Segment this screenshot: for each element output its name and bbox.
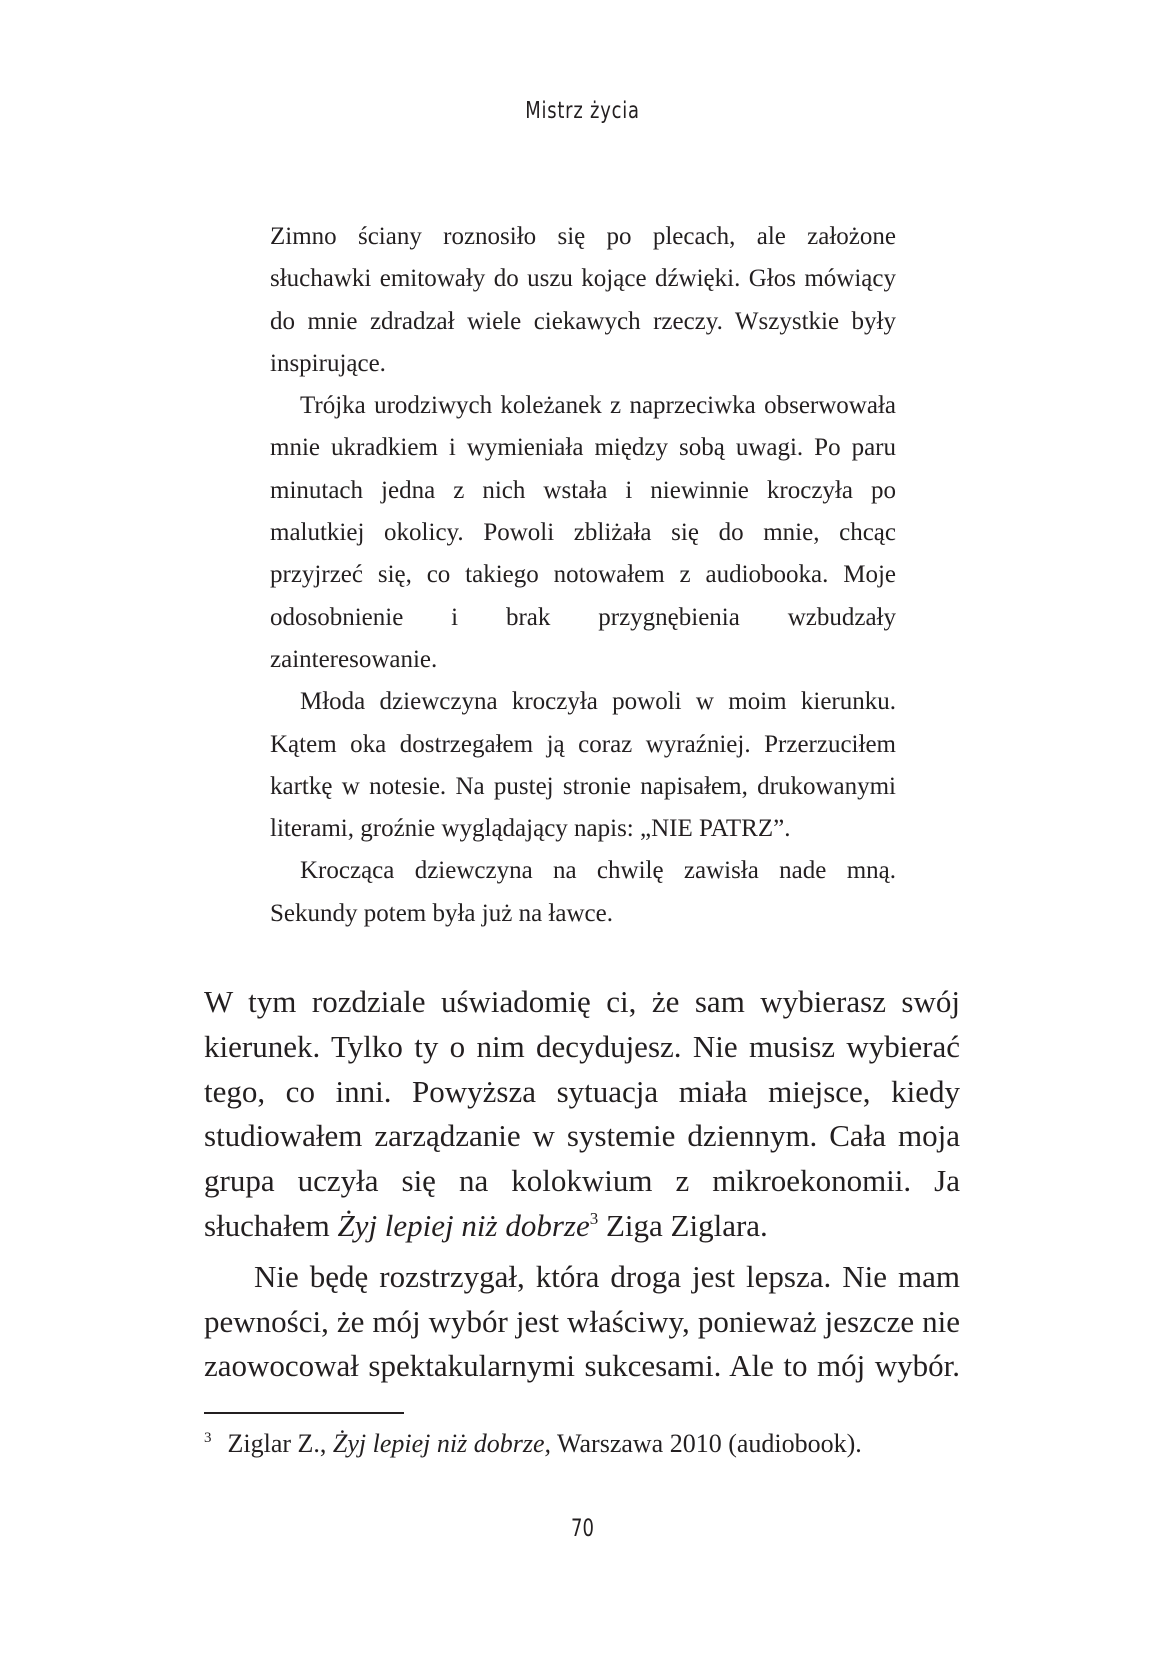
footnote-separator — [204, 1412, 404, 1414]
main-text — [204, 980, 960, 1389]
page-number: 70 — [571, 1514, 594, 1542]
body-paragraph — [204, 980, 960, 1249]
footnote-number: 3 — [204, 1430, 212, 1446]
footnote — [204, 1427, 960, 1461]
body-text-run: W tym rozdziale uświadomię ci, że sam wybierasz swój kierunek. Tylko ty o nim decydujesz. Nie musisz wybierać tego, co inni. Powyższa sytuacja miała miejsce, kiedy studiowałem zarządzanie w systemie dziennym. Cała moja grupa uczyła się na kolokwium z mikroekonomii. Ja słuchałem — [204, 984, 960, 1243]
book-title: Żyj lepiej niż dobrze — [337, 1207, 590, 1243]
footnote-entry — [204, 1427, 960, 1461]
quote-paragraph: Młoda dziewczyna kroczyła powoli w moim kierunku. Kątem oka dostrzegałem ją coraz wyraźniej. Przerzuciłem kartkę w notesie. Na pustej stronie napisałem, drukowanymi literami, groźnie wyglądający napis: „NIE PATRZ”. — [270, 688, 896, 843]
footnote-author: Ziglar Z., — [227, 1429, 333, 1458]
quote-paragraph: Krocząca dziewczyna na chwilę zawisła nade mną. Sekundy potem była już na ławce. — [270, 857, 896, 927]
body-paragraph: Nie będę rozstrzygał, która droga jest lepsza. Nie mam pewności, że mój wybór jest właściwy, ponieważ jeszcze nie zaowocował spektakularnymi sukcesami. Ale to mój wybór. — [204, 1258, 960, 1384]
footnote-publication: Warszawa 2010 (audiobook). — [551, 1429, 862, 1458]
running-head: Mistrz życia — [525, 98, 640, 124]
footnote-reference[interactable]: 3 — [589, 1208, 599, 1228]
body-text-run: Ziga Ziglara. — [598, 1207, 768, 1243]
quoted-passage — [270, 216, 896, 935]
footnote-title: Żyj lepiej niż dobrze, — [332, 1429, 552, 1458]
quote-paragraph: Trójka urodziwych koleżanek z naprzeciwka obserwowała mnie ukradkiem i wymieniała między sobą uwagi. Po paru minutach jedna z nich wstała i niewinnie kroczyła po malutkiej okolicy. Powoli zbliżała się do mnie, chcąc przyjrzeć się, co takiego notowałem z audiobooka. Moje odosobnienie i brak przygnębienia wzbudzały zainteresowanie. — [270, 392, 896, 673]
quote-paragraph: Zimno ściany roznosiło się po plecach, ale założone słuchawki emitowały do uszu kojące dźwięki. Głos mówiący do mnie zdradzał wiele ciekawych rzeczy. Wszystkie były inspirujące. — [270, 223, 896, 377]
